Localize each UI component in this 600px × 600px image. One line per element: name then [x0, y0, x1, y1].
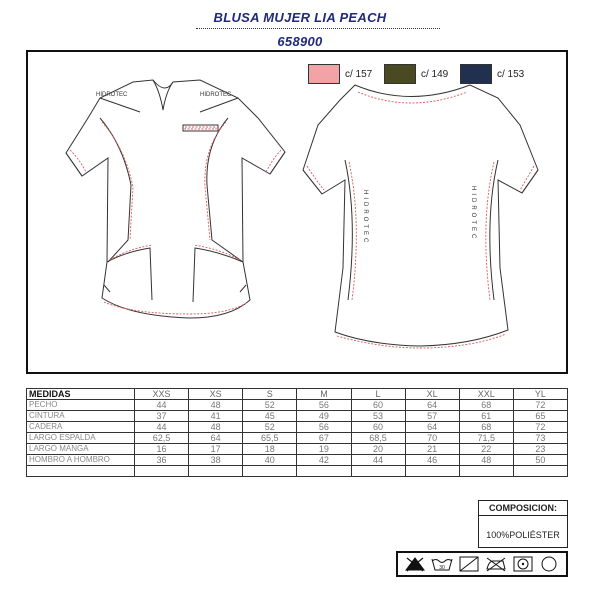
- size-header: S: [243, 389, 297, 400]
- column-header: MEDIDAS: [27, 389, 135, 400]
- care-symbols: [396, 551, 568, 577]
- measurement-value: 56: [297, 400, 351, 411]
- page-title: BLUSA MUJER LIA PEACH: [213, 10, 387, 25]
- product-code: 658900: [277, 34, 323, 49]
- no-bleach-icon: [404, 555, 426, 573]
- measurement-value: 36: [135, 455, 189, 466]
- measurement-value: 45: [243, 411, 297, 422]
- measurement-label: LARGO MANGA: [27, 444, 135, 455]
- measurement-value: 52: [243, 400, 297, 411]
- measurement-value: 64: [189, 433, 243, 444]
- measurement-value: 68,5: [351, 433, 405, 444]
- measurement-value: 50: [513, 455, 567, 466]
- measurement-value: [405, 466, 459, 477]
- measurement-value: 16: [135, 444, 189, 455]
- measurement-value: [297, 466, 351, 477]
- measurement-value: 57: [405, 411, 459, 422]
- front-brand-left: HIDROTEC: [96, 92, 128, 98]
- table-row: [27, 400, 568, 411]
- size-header: M: [297, 389, 351, 400]
- back-view-drawing: [303, 85, 538, 346]
- measurement-value: 41: [189, 411, 243, 422]
- measurement-value: 48: [189, 422, 243, 433]
- measurement-value: 19: [297, 444, 351, 455]
- size-header: XS: [189, 389, 243, 400]
- table-row: [27, 411, 568, 422]
- size-header: L: [351, 389, 405, 400]
- front-brand-right: HIDROTEC: [200, 92, 232, 98]
- measurement-value: 72: [513, 400, 567, 411]
- size-header: XXL: [459, 389, 513, 400]
- no-iron-icon: [484, 555, 508, 573]
- measurement-value: 68: [459, 422, 513, 433]
- measurement-value: 61: [459, 411, 513, 422]
- measurement-value: 67: [297, 433, 351, 444]
- composition-value: 100%POLIÉSTER: [486, 530, 560, 540]
- measurement-value: 62,5: [135, 433, 189, 444]
- measurement-value: 65,5: [243, 433, 297, 444]
- measurement-value: 60: [351, 422, 405, 433]
- wash-temp: 30: [439, 565, 445, 571]
- measurement-value: 65: [513, 411, 567, 422]
- color-code: c/ 149: [421, 68, 449, 80]
- table-row: [27, 422, 568, 433]
- measurement-value: 71,5: [459, 433, 513, 444]
- measurement-value: 73: [513, 433, 567, 444]
- measurement-value: 70: [405, 433, 459, 444]
- size-header: XXS: [135, 389, 189, 400]
- measurement-label: CINTURA: [27, 411, 135, 422]
- measurement-value: 37: [135, 411, 189, 422]
- front-view-drawing: [66, 80, 285, 318]
- composition-box: [478, 500, 568, 548]
- measurement-value: 68: [459, 400, 513, 411]
- wash-30-icon: [430, 555, 454, 573]
- measurement-label: [27, 466, 135, 477]
- measurement-value: 64: [405, 422, 459, 433]
- table-row: [27, 455, 568, 466]
- size-header: YL: [513, 389, 567, 400]
- measurement-value: 44: [135, 422, 189, 433]
- tumble-dry-icon: [512, 555, 534, 573]
- measurement-label: LARGO ESPALDA: [27, 433, 135, 444]
- measurement-value: 72: [513, 422, 567, 433]
- measurement-label: HOMBRO A HOMBRO: [27, 455, 135, 466]
- table-row: [27, 466, 568, 477]
- measurement-value: 60: [351, 400, 405, 411]
- measurement-value: 21: [405, 444, 459, 455]
- measurement-value: [459, 466, 513, 477]
- dry-clean-icon: [538, 555, 560, 573]
- measurement-value: 48: [189, 400, 243, 411]
- table-row: [27, 433, 568, 444]
- measurements-table: [26, 388, 568, 477]
- measurement-value: 64: [405, 400, 459, 411]
- measurement-value: 44: [135, 400, 189, 411]
- measurement-value: [135, 466, 189, 477]
- measurement-value: 48: [459, 455, 513, 466]
- color-code: c/ 157: [345, 68, 373, 80]
- measurement-value: 56: [297, 422, 351, 433]
- measurement-value: 38: [189, 455, 243, 466]
- measurement-value: 49: [297, 411, 351, 422]
- table-row: [27, 444, 568, 455]
- measurement-value: 52: [243, 422, 297, 433]
- measurement-value: 22: [459, 444, 513, 455]
- back-brand-left: HIDROTEC: [362, 190, 368, 246]
- dry-flat-icon: [458, 555, 480, 573]
- measurement-value: 18: [243, 444, 297, 455]
- table-header-row: [27, 389, 568, 400]
- measurement-value: 44: [351, 455, 405, 466]
- color-code: c/ 153: [497, 68, 525, 80]
- measurement-value: [243, 466, 297, 477]
- measurement-label: CADERA: [27, 422, 135, 433]
- measurement-value: 23: [513, 444, 567, 455]
- back-brand-right: HIDROTEC: [470, 186, 476, 242]
- size-header: XL: [405, 389, 459, 400]
- measurement-value: 46: [405, 455, 459, 466]
- measurement-value: 40: [243, 455, 297, 466]
- measurement-label: PECHO: [27, 400, 135, 411]
- measurements-body: [27, 400, 568, 477]
- measurement-value: [351, 466, 405, 477]
- measurement-value: [189, 466, 243, 477]
- measurement-value: 53: [351, 411, 405, 422]
- measurement-value: 17: [189, 444, 243, 455]
- measurement-value: 42: [297, 455, 351, 466]
- measurement-value: 20: [351, 444, 405, 455]
- measurement-value: [513, 466, 567, 477]
- composition-title: COMPOSICION:: [479, 501, 567, 516]
